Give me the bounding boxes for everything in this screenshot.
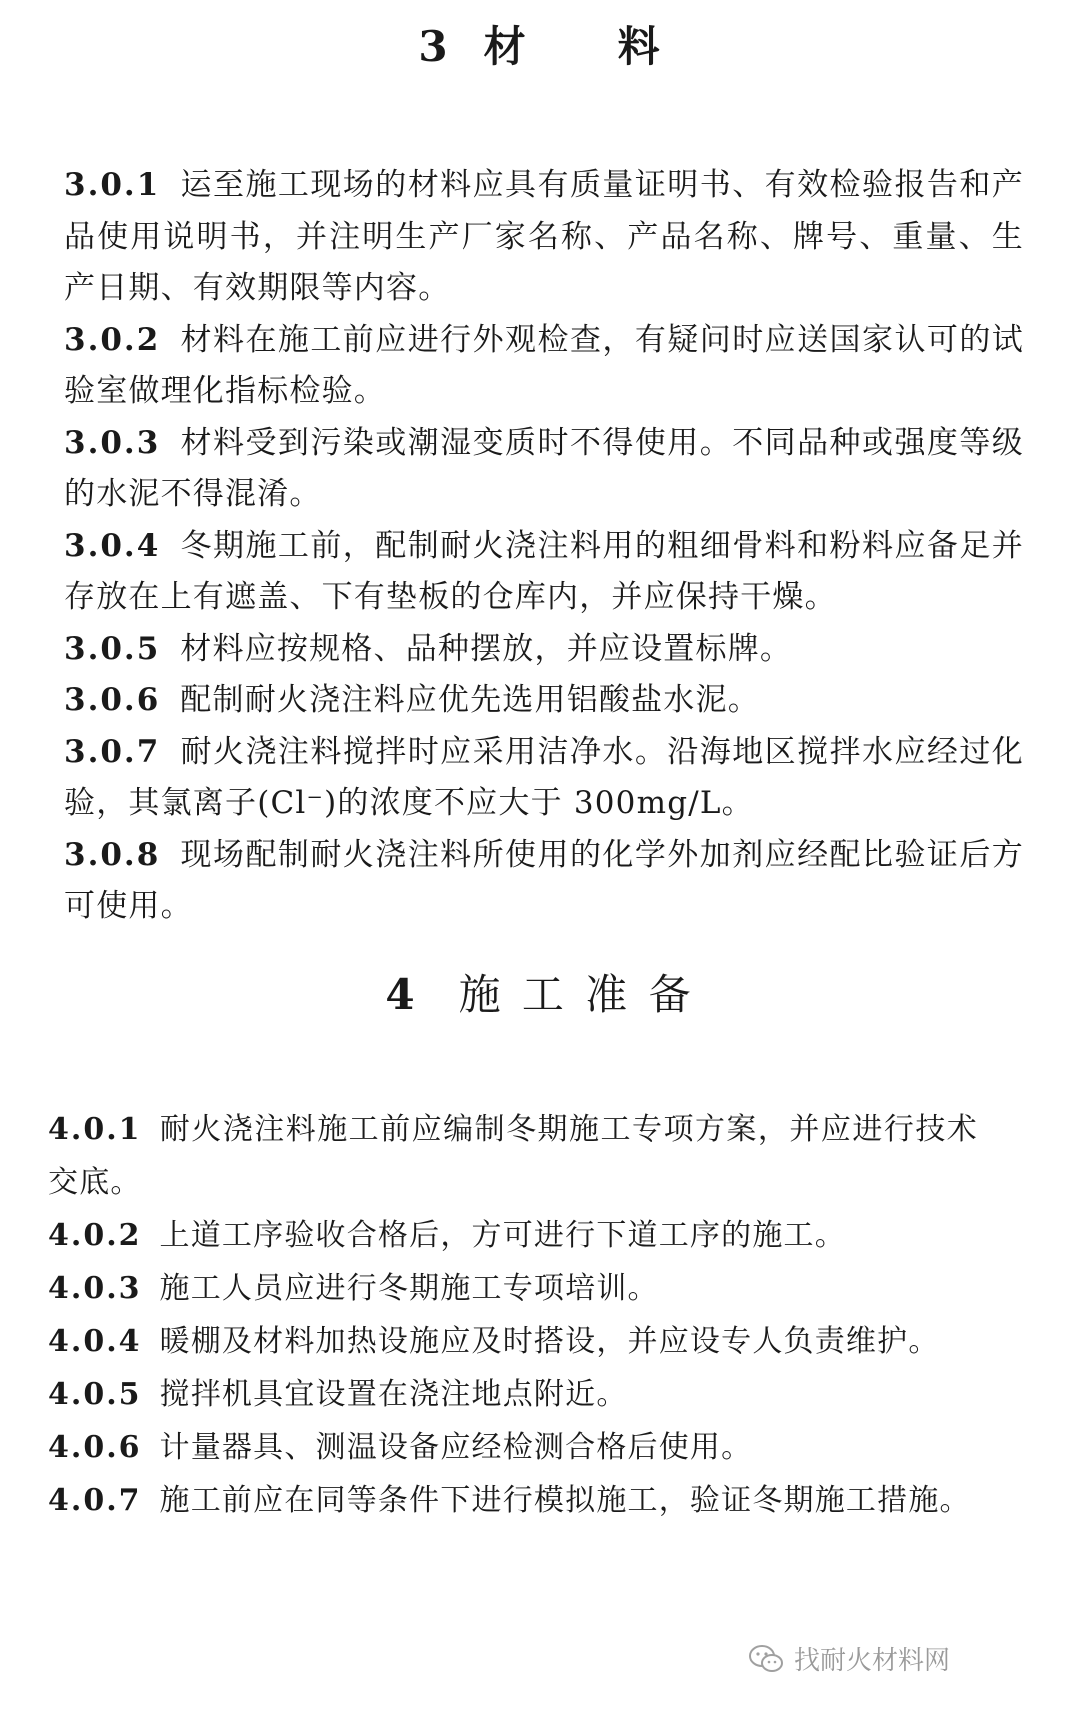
- clause-text: 搅拌机具宜设置在浇注地点附近。: [159, 1377, 628, 1412]
- watermark-text: 找耐火材料网: [793, 1646, 950, 1676]
- clause-number: 3.0.7: [64, 733, 161, 770]
- chapter-4-number: 4: [385, 970, 419, 1019]
- clause-text: 冬期施工前，配制耐火浇注料用的粗细骨料和粉料应备足并存放在上有遮盖、下有垫板的仓库内，并应保持干燥。: [64, 527, 1024, 615]
- clause-4-0-5: [48, 1368, 978, 1421]
- clause-text: 现场配制耐火浇注料所使用的化学外加剂应经配比验证后方可使用。: [64, 836, 1024, 924]
- clause-number: 4.0.5: [48, 1377, 142, 1412]
- wechat-icon: [748, 1644, 784, 1674]
- clause-3-0-4: [64, 521, 1024, 624]
- clause-3-0-8: [64, 830, 1024, 933]
- chapter-3-number: 3: [418, 22, 450, 71]
- chapter-4-title-text: 施 工 准 备: [458, 970, 695, 1019]
- chapter-3-title-char-2: 料: [617, 22, 662, 71]
- clause-number: 3.0.6: [64, 682, 161, 718]
- clause-4-0-4: [48, 1315, 978, 1368]
- clause-4-0-1: [48, 1103, 978, 1209]
- clause-3-0-7: [64, 727, 1024, 830]
- clause-number: 3.0.5: [64, 630, 161, 667]
- clause-3-0-3: [64, 418, 1024, 521]
- clause-number: 4.0.4: [48, 1324, 142, 1359]
- clause-4-0-7: [48, 1474, 978, 1527]
- clause-text: 材料应按规格、品种摆放，并应设置标牌。: [180, 630, 793, 667]
- clause-3-0-6: [64, 675, 1024, 727]
- clause-text: 上道工序验收合格后，方可进行下道工序的施工。: [159, 1218, 846, 1253]
- clause-number: 3.0.2: [64, 321, 161, 358]
- clause-text: 暖棚及材料加热设施应及时搭设，并应设专人负责维护。: [159, 1324, 940, 1359]
- clause-3-0-1: [64, 160, 1024, 315]
- clause-number: 4.0.6: [48, 1430, 142, 1465]
- clause-4-0-6: [48, 1421, 978, 1474]
- chapter-3-title-char-1: 材: [483, 22, 528, 71]
- clause-text: 施工前应在同等条件下进行模拟施工，验证冬期施工措施。: [159, 1483, 971, 1518]
- clause-3-0-5: [64, 624, 1024, 676]
- clause-text: 耐火浇注料搅拌时应采用洁净水。沿海地区搅拌水应经过化验，其氯离子(Cl⁻)的浓度不应大于 300mg/L。: [64, 733, 1024, 821]
- clause-number: 4.0.3: [48, 1271, 142, 1306]
- section-4-clauses: [48, 1103, 978, 1527]
- clause-number: 3.0.8: [64, 836, 161, 873]
- clause-text: 耐火浇注料施工前应编制冬期施工专项方案，并应进行技术交底。: [48, 1112, 978, 1200]
- clause-text: 材料在施工前应进行外观检查，有疑问时应送国家认可的试验室做理化指标检验。: [64, 321, 1024, 409]
- clause-number: 4.0.1: [48, 1112, 142, 1147]
- watermark: [748, 1640, 950, 1677]
- clause-number: 3.0.3: [64, 424, 161, 461]
- clause-text: 施工人员应进行冬期施工专项培训。: [159, 1271, 659, 1306]
- clause-text: 配制耐火浇注料应优先选用铝酸盐水泥。: [180, 682, 760, 718]
- section-3-clauses: [64, 160, 1024, 933]
- clause-number: 4.0.2: [48, 1218, 142, 1253]
- clause-4-0-3: [48, 1262, 978, 1315]
- clause-number: 3.0.1: [64, 167, 161, 203]
- clause-text: 计量器具、测温设备应经检测合格后使用。: [159, 1430, 753, 1465]
- clause-text: 运至施工现场的材料应具有质量证明书、有效检验报告和产品使用说明书，并注明生产厂家名称、产品名称、牌号、重量、生产日期、有效期限等内容。: [64, 167, 1024, 306]
- chapter-3-title: [0, 14, 1080, 74]
- clause-number: 3.0.4: [64, 527, 161, 564]
- clause-3-0-2: [64, 315, 1024, 418]
- clause-number: 4.0.7: [48, 1483, 142, 1518]
- clause-text: 材料受到污染或潮湿变质时不得使用。不同品种或强度等级的水泥不得混淆。: [64, 424, 1024, 512]
- chapter-4-title: [0, 962, 1080, 1022]
- clause-4-0-2: [48, 1209, 978, 1262]
